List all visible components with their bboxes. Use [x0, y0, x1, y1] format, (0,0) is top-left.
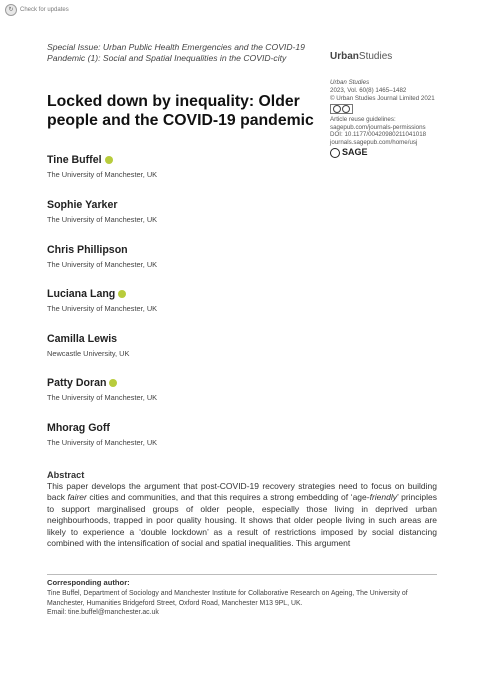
corresponding-heading: Corresponding author:	[47, 578, 130, 587]
corresponding-block	[47, 589, 442, 618]
journal-name: Urban Studies	[330, 79, 370, 86]
article-title: Locked down by inequality: Older people and the COVID-19 pandemic	[47, 93, 314, 129]
brand-bold: Urban	[330, 51, 359, 62]
refresh-icon: ↻	[5, 4, 17, 16]
author-affiliation: Newcastle University, UK	[47, 349, 130, 358]
orcid-icon[interactable]	[118, 290, 126, 298]
check-for-updates-label: Check for updates	[20, 7, 69, 13]
abstract-text: This paper develops the argument that post-COVID-19 recovery strategies need to focus on building back	[47, 481, 437, 503]
author-name-text: Mhorag Goff	[47, 422, 110, 434]
author-name[interactable]	[47, 154, 113, 166]
cc-license-badge	[330, 104, 353, 114]
doi-link[interactable]: DOI: 10.1177/00420980211041018	[330, 131, 427, 139]
sage-mark-icon	[330, 148, 340, 158]
reuse-label: Article reuse guidelines:	[330, 115, 396, 123]
author-affiliation: The University of Manchester, UK	[47, 215, 158, 224]
abstract-text: cities and communities, and that this requires a strong embedding of ‘age-	[86, 492, 370, 503]
abstract-text: ’ principles to support marginalised groups of older people, especially those living in deprived urban neighbourhoods, trapped in poor quality housing. It shows that older people living in such areas are likely to experience a ‘double lockdown’ as a result of restrictions imposed by social distancing combined with the intensification of social and spatial inequalities. This argument	[47, 492, 437, 549]
author-name-text: Patty Doran	[47, 377, 107, 389]
author-name[interactable]	[47, 377, 117, 389]
author-affiliation: The University of Manchester, UK	[47, 438, 158, 447]
author-name[interactable]	[47, 333, 117, 345]
author-name[interactable]	[47, 288, 126, 300]
author-affiliation: The University of Manchester, UK	[47, 393, 158, 402]
author-name-text: Chris Phillipson	[47, 244, 128, 256]
abstract-emphasis: fairer	[67, 492, 87, 503]
brand-light: Studies	[358, 51, 393, 62]
corresponding-text: Tine Buffel, Department of Sociology and Manchester Institute for Collaborative Research on Ageing, The University of Manchester, Humanities Bridgeford Street, Oxford Road, Manchester M13 9PL, UK.	[47, 590, 408, 607]
orcid-icon[interactable]	[109, 379, 117, 387]
author-name-text: Camilla Lewis	[47, 333, 118, 345]
abstract-body	[47, 481, 437, 549]
abstract-heading: Abstract	[47, 470, 85, 480]
author-name-text: Sophie Yarker	[47, 199, 118, 211]
reuse-link[interactable]: sagepub.com/journals-permissions	[330, 123, 426, 131]
orcid-icon[interactable]	[105, 156, 113, 164]
check-for-updates-badge[interactable]	[5, 4, 69, 16]
journal-meta	[330, 79, 470, 158]
journal-brand	[330, 51, 392, 62]
by-icon	[342, 105, 350, 113]
special-issue-line: Special Issue: Urban Public Health Emergencies and the COVID-19 Pandemic (1): Social and Spatial Inequalities in the COVID-city	[47, 42, 305, 64]
journal-citation: 2023, Vol. 60(8) 1465–1482	[330, 86, 407, 94]
author-affiliation: The University of Manchester, UK	[47, 304, 158, 313]
publisher-logo	[330, 148, 470, 158]
publisher-name: SAGE	[342, 147, 368, 158]
author-name[interactable]	[47, 422, 110, 434]
homepage-link[interactable]: journals.sagepub.com/home/usj	[330, 139, 418, 147]
author-name[interactable]	[47, 244, 128, 256]
author-name-text: Luciana Lang	[47, 288, 116, 300]
cc-icon	[333, 105, 341, 113]
author-name[interactable]	[47, 199, 117, 211]
abstract-emphasis: friendly	[369, 492, 397, 503]
author-name-text: Tine Buffel	[47, 154, 102, 166]
journal-copyright: © Urban Studies Journal Limited 2021	[330, 94, 435, 102]
author-affiliation: The University of Manchester, UK	[47, 260, 158, 269]
author-affiliation: The University of Manchester, UK	[47, 170, 158, 179]
footnote-divider	[47, 574, 437, 575]
corresponding-email[interactable]: Email: tine.buffel@manchester.ac.uk	[47, 609, 159, 616]
